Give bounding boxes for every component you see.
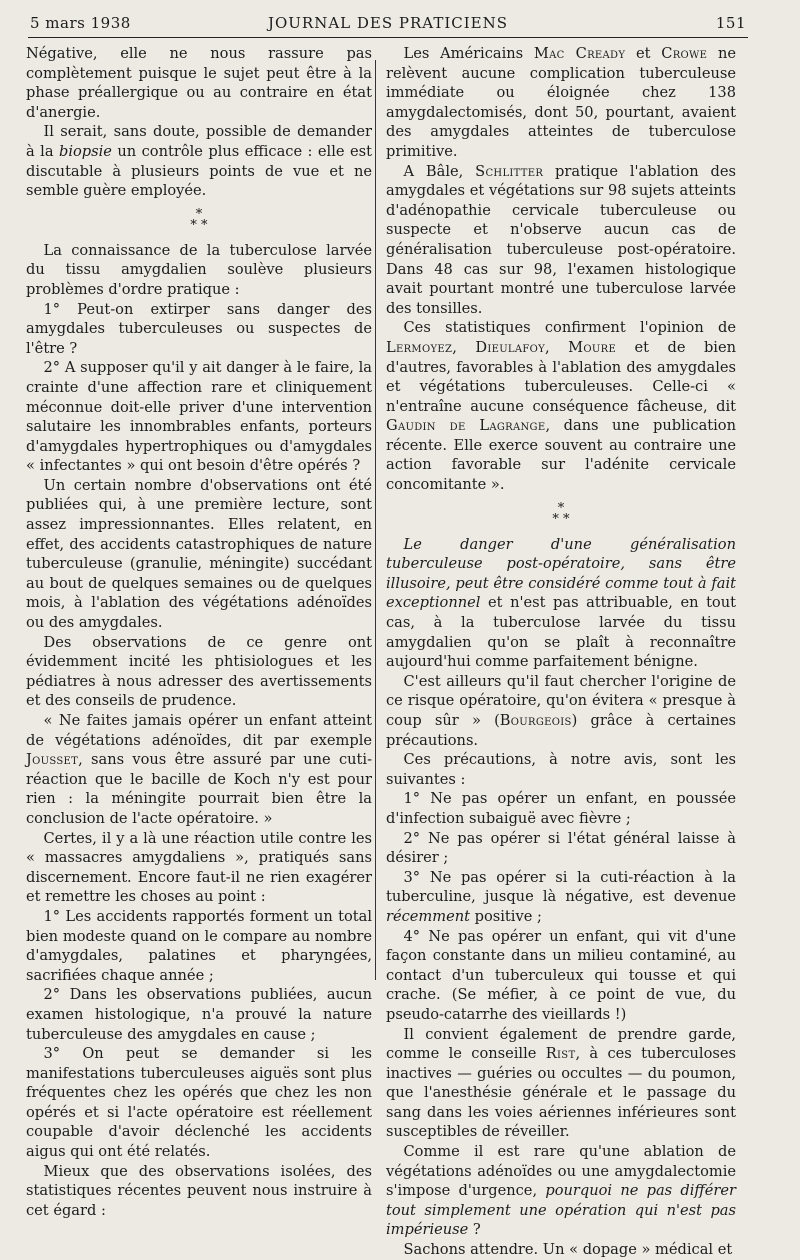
paragraph: Négative, elle ne nous rassure pas complètement puisque le sujet peut être à la phase préallergique ou au contraire en état d'anergie. (26, 45, 372, 121)
paragraph: Il convient également de prendre garde, comme le conseille Rist, à ces tuberculoses inactives — guéries ou occultes — du poumon, que l'anesthésie générale et le passage du sang dans les voies aériennes inférieures sont susceptibles de réveiller. (386, 1025, 736, 1141)
header-journal-title: JOURNAL DES PRATICIENS (267, 14, 509, 32)
running-header (30, 14, 746, 36)
column-divider (375, 60, 376, 980)
header-date: 5 mars 1938 (30, 14, 131, 32)
paragraph: Un certain nombre d'observations ont été publiées qui, à une première lecture, sont assez impressionnantes. Elles relatent, en effet, des accidents catastrophiques de nature tuberculeuse (granulie, méningite) succédant au bout de quelques semaines ou de quelques mois, à l'ablation des végétations adénoïdes ou des amygdales. (26, 476, 372, 632)
paragraph: Des observations de ce genre ont évidemment incité les phtisiologues et les pédiatres à nous adresser des avertissements et des conseils de prudence. (26, 633, 372, 710)
paragraph: Ces statistiques confirment l'opinion de Lermoyez, Dieulafoy, Moure et de bien d'autres, favorables à l'ablation des amygdales et végétations tuberculeuses. Celle-ci « n'entraîne aucune conséquence fâcheuse, dit Gaudin de Lagrange, dans une publication récente. Elle exerce souvent au contraire une action favorable sur l'adénite cervicale concomitante ». (386, 319, 737, 494)
paragraph: A Bâle, Schlitter pratique l'ablation des amygdales et végétations sur 98 sujets atteints d'adénopathie cervicale tuberculeuse ou suspecte et n'observe aucun cas de généralisation tuberculeuse post-opératoire. Dans 48 cas sur 98, l'examen histologique avait pourtant montré une tuberculose larvée des tonsilles. (386, 162, 737, 317)
section-separator: * * * (190, 206, 208, 233)
left-column (26, 44, 372, 1220)
paragraph: 4° Ne pas opérer un enfant, qui vit d'une façon constante dans un milieu contaminé, au contact d'un tuberculeux qui tousse et qui crache. (Se méfier, à ce point de vue, du pseudo-catarrhe des vieillards !) (386, 927, 736, 1023)
paragraph: La connaissance de la tuberculose larvée du tissu amygdalien soulève plusieurs problèmes d'ordre pratique : (26, 241, 372, 298)
paragraph: 1° Peut-on extirper sans danger des amygdales tuberculeuses ou suspectes de l'être ? (26, 300, 372, 357)
paragraph: 3° Ne pas opérer si la cuti-réaction à la tuberculine, jusque là négative, est devenue récemment positive ; (386, 868, 736, 925)
paragraph: Le danger d'une généralisation tuberculeuse post-opératoire, sans être illusoire, peut être considéré comme tout à fait exceptionnel et n'est pas attribuable, en tout cas, à la tuberculose larvée du tissu amygdalien qu'on se plaît à reconnaître aujourd'hui comme parfaitement bénigne. (386, 535, 736, 671)
section-separator: * * * (552, 500, 570, 527)
paragraph: Certes, il y a là une réaction utile contre les « massacres amygdaliens », pratiqués sans discernement. Encore faut-il ne rien exagérer et remettre les choses au point : (26, 829, 372, 906)
paragraph: 2° Ne pas opérer si l'état général laisse à désirer ; (386, 829, 736, 867)
quote-paragraph: « Ne faites jamais opérer un enfant atteint de végétations adénoïdes, dit par exemple Jousset, sans vous être assuré par une cuti-réaction que le bacille de Koch n'y est pour rien : la méningite pourrait bien être la conclusion de l'acte opératoire. » (26, 712, 372, 827)
paragraph: 2° A supposer qu'il y ait danger à le faire, la crainte d'une affection rare et cliniquement méconnue doit-elle priver d'une intervention salutaire les innombrables enfants, porteurs d'amygdales hypertrophiques ou d'amygdales « infectantes » qui ont besoin d'être opérés ? (26, 359, 372, 475)
paragraph: 1° Les accidents rapportés forment un total bien modeste quand on le compare au nombre d'amygdales, palatines et pharyngées, sacrifiées chaque année ; (26, 907, 372, 984)
paragraph: 3° On peut se demander si les manifestations tuberculeuses aiguës sont plus fréquentes chez les opérés que chez les non opérés et si l'acte opératoire est réellement coupable d'avoir déclenché les accidents aigus qui ont été relatés. (26, 1045, 372, 1161)
paragraph: 1° Ne pas opérer un enfant, en poussée d'infection subaiguë avec fièvre ; (386, 790, 736, 827)
paragraph: Mieux que des observations isolées, des statistiques récentes peuvent nous instruire à cet égard : (26, 1162, 372, 1219)
right-column (386, 44, 736, 1260)
header-page-number: 151 (715, 14, 746, 32)
paragraph: Il serait, sans doute, possible de demander à la biopsie un contrôle plus efficace : elle est discutable à plusieurs points de vue et ne semble guère employée. (26, 123, 372, 200)
paragraph: Comme il est rare qu'une ablation de végétations adénoïdes ou une amygdalectomie s'impose d'urgence, pourquoi ne pas différer tout simplement une opération qui n'est pas impérieuse ? (386, 1143, 736, 1239)
paragraph: 2° Dans les observations publiées, aucun examen histologique, n'a prouvé la nature tuberculeuse des amygdales en cause ; (26, 986, 372, 1043)
paragraph: Les Américains Mac Cready et Crowe ne relèvent aucune complication tuberculeuse immédiate ou éloignée chez 138 amygdalectomisés, dont 50, pourtant, avaient des amygdales atteintes de tuberculose primitive. (386, 45, 737, 160)
paragraph: Sachons attendre. Un « dopage » médical et (403, 1241, 733, 1259)
paragraph: C'est ailleurs qu'il faut chercher l'origine de ce risque opératoire, qu'on évitera « presque à coup sûr » (Bourgeois) grâce à certaines précautions. (386, 672, 737, 749)
header-rule (28, 37, 748, 38)
paragraph: Ces précautions, à notre avis, sont les suivantes : (386, 751, 736, 788)
